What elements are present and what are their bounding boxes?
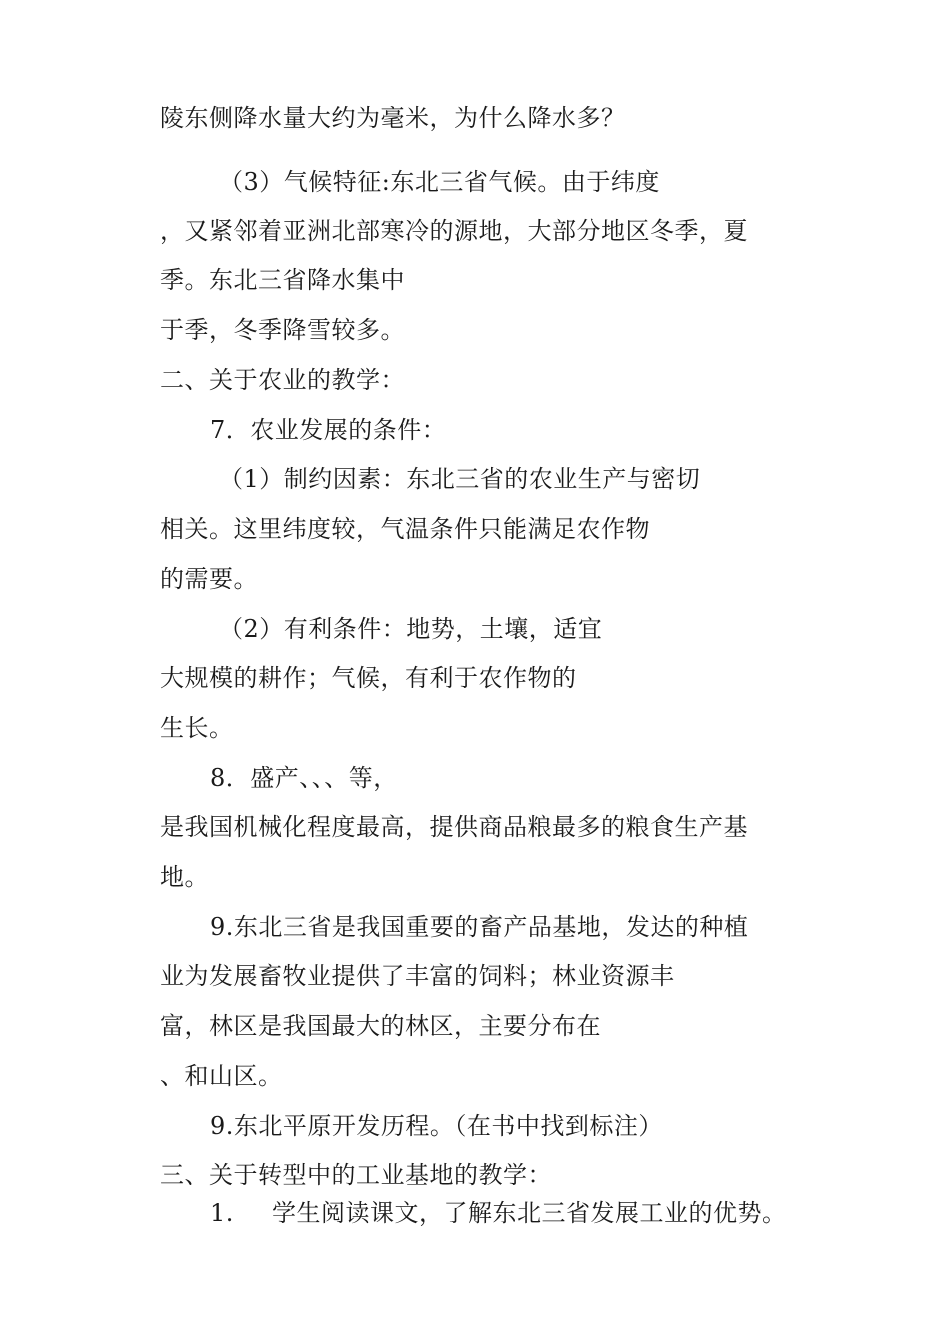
text-line: 9.东北三省是我国重要的畜产品基地，发达的种植 — [210, 913, 749, 941]
section-heading: 三、关于转型中的工业基地的教学： — [160, 1161, 552, 1189]
section-heading: 二、关于农业的教学： — [160, 366, 405, 394]
text-line: （1）制约因素：东北三省的农业生产与密切 — [219, 465, 701, 493]
text-line: 季。东北三省降水集中 — [160, 266, 405, 294]
text-line: ，又紧邻着亚洲北部寒冷的源地，大部分地区冬季，夏 — [160, 217, 748, 245]
text-line: 业为发展畜牧业提供了丰富的饲料；林业资源丰 — [160, 962, 675, 990]
text-line: （3）气候特征:东北三省气候。由于纬度 — [219, 168, 660, 196]
text-line: 的需要。 — [160, 565, 258, 593]
text-line: 、和山区。 — [160, 1062, 283, 1090]
text-line: 地。 — [160, 863, 209, 891]
text-line: 陵东侧降水量大约为毫米，为什么降水多？ — [160, 104, 626, 132]
text-line: 8．盛产、、、等， — [210, 764, 398, 792]
text-line: 7．农业发展的条件： — [210, 416, 447, 444]
text-line: 9.东北平原开发历程。（在书中找到标注） — [210, 1112, 663, 1140]
text-line: 相关。这里纬度较，气温条件只能满足农作物 — [160, 515, 650, 543]
list-item-text: 学生阅读课文，了解东北三省发展工业的优势。 — [272, 1199, 787, 1227]
text-line: 大规模的耕作；气候，有利于农作物的 — [160, 664, 577, 692]
text-line: 富，林区是我国最大的林区，主要分布在 — [160, 1012, 601, 1040]
list-number: 1. — [210, 1199, 234, 1227]
text-line: 生长。 — [160, 714, 234, 742]
text-line: 于季，冬季降雪较多。 — [160, 316, 405, 344]
list-item — [210, 1198, 787, 1228]
text-line: （2）有利条件：地势，土壤，适宜 — [219, 615, 603, 643]
text-line: 是我国机械化程度最高，提供商品粮最多的粮食生产基 — [160, 813, 748, 841]
